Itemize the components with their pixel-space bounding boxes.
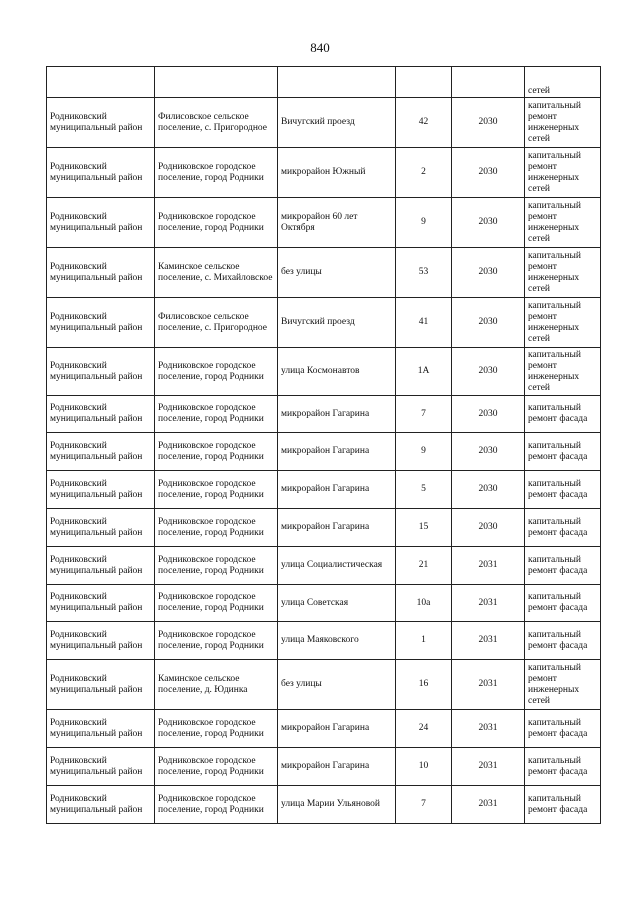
street-cell: микрорайон Гагарина: [278, 710, 396, 748]
settlement-cell: Родниковское городское поселение, город Родники: [155, 148, 278, 198]
house-cell: 10а: [396, 585, 452, 622]
house-cell: 21: [396, 547, 452, 585]
table-row: [47, 547, 601, 585]
table-row-carryover: [47, 67, 601, 98]
house-cell: 16: [396, 660, 452, 710]
year-cell: 2030: [452, 348, 525, 396]
work-type-cell: капитальный ремонт инженерных сетей: [525, 248, 601, 298]
street-cell: улица Социалистическая: [278, 547, 396, 585]
work-type-cell: капитальный ремонт инженерных сетей: [525, 348, 601, 396]
house-cell: 7: [396, 396, 452, 433]
year-cell: 2031: [452, 748, 525, 786]
table-row: [47, 433, 601, 471]
street-cell: улица Марии Ульяновой: [278, 786, 396, 824]
house-cell: 1А: [396, 348, 452, 396]
house-cell: [396, 67, 452, 98]
work-type-cell: капитальный ремонт фасада: [525, 509, 601, 547]
district-cell: Родниковский муниципальный район: [47, 622, 155, 660]
district-cell: Родниковский муниципальный район: [47, 748, 155, 786]
table-row: [47, 396, 601, 433]
street-cell: Вичугский проезд: [278, 298, 396, 348]
settlement-cell: Родниковское городское поселение, город Родники: [155, 748, 278, 786]
settlement-cell: Родниковское городское поселение, город Родники: [155, 585, 278, 622]
work-type-cell: капитальный ремонт инженерных сетей: [525, 298, 601, 348]
house-cell: 53: [396, 248, 452, 298]
work-type-cell: капитальный ремонт фасада: [525, 471, 601, 509]
work-type-cell: капитальный ремонт инженерных сетей: [525, 148, 601, 198]
table-row: [47, 660, 601, 710]
district-cell: Родниковский муниципальный район: [47, 348, 155, 396]
work-type-cell: капитальный ремонт инженерных сетей: [525, 98, 601, 148]
work-type-cell: капитальный ремонт фасада: [525, 547, 601, 585]
table-row: [47, 98, 601, 148]
house-cell: 1: [396, 622, 452, 660]
district-cell: Родниковский муниципальный район: [47, 396, 155, 433]
table-row: [47, 471, 601, 509]
year-cell: 2030: [452, 198, 525, 248]
table-row: [47, 509, 601, 547]
house-cell: 24: [396, 710, 452, 748]
district-cell: Родниковский муниципальный район: [47, 585, 155, 622]
table-row: [47, 622, 601, 660]
settlement-cell: Родниковское городское поселение, город Родники: [155, 471, 278, 509]
work-type-cell: капитальный ремонт инженерных сетей: [525, 660, 601, 710]
settlement-cell: [155, 67, 278, 98]
work-type-cell: капитальный ремонт фасада: [525, 433, 601, 471]
year-cell: 2030: [452, 433, 525, 471]
district-cell: Родниковский муниципальный район: [47, 710, 155, 748]
district-cell: Родниковский муниципальный район: [47, 248, 155, 298]
settlement-cell: Каминское сельское поселение, с. Михайловское: [155, 248, 278, 298]
house-cell: 42: [396, 98, 452, 148]
table-row: [47, 298, 601, 348]
district-cell: Родниковский муниципальный район: [47, 298, 155, 348]
table-row: [47, 348, 601, 396]
street-cell: [278, 67, 396, 98]
street-cell: улица Космонавтов: [278, 348, 396, 396]
year-cell: 2031: [452, 622, 525, 660]
house-cell: 10: [396, 748, 452, 786]
table-row: [47, 786, 601, 824]
work-type-cell: капитальный ремонт фасада: [525, 622, 601, 660]
street-cell: без улицы: [278, 660, 396, 710]
district-cell: Родниковский муниципальный район: [47, 198, 155, 248]
year-cell: 2030: [452, 248, 525, 298]
year-cell: 2030: [452, 148, 525, 198]
work-type-cell: капитальный ремонт фасада: [525, 748, 601, 786]
year-cell: [452, 67, 525, 98]
housing-repair-table: [46, 66, 601, 824]
settlement-cell: Родниковское городское поселение, город Родники: [155, 396, 278, 433]
district-cell: Родниковский муниципальный район: [47, 433, 155, 471]
year-cell: 2031: [452, 786, 525, 824]
street-cell: улица Советская: [278, 585, 396, 622]
house-cell: 41: [396, 298, 452, 348]
street-cell: улица Маяковского: [278, 622, 396, 660]
district-cell: Родниковский муниципальный район: [47, 786, 155, 824]
street-cell: микрорайон Гагарина: [278, 433, 396, 471]
street-cell: без улицы: [278, 248, 396, 298]
settlement-cell: Родниковское городское поселение, город Родники: [155, 786, 278, 824]
street-cell: микрорайон Гагарина: [278, 748, 396, 786]
work-type-cell: капитальный ремонт фасада: [525, 396, 601, 433]
district-cell: Родниковский муниципальный район: [47, 660, 155, 710]
settlement-cell: Родниковское городское поселение, город Родники: [155, 547, 278, 585]
year-cell: 2031: [452, 710, 525, 748]
table-row: [47, 748, 601, 786]
street-cell: микрорайон Южный: [278, 148, 396, 198]
year-cell: 2030: [452, 509, 525, 547]
district-cell: Родниковский муниципальный район: [47, 509, 155, 547]
work-type-cell: сетей: [525, 67, 601, 98]
settlement-cell: Филисовское сельское поселение, с. Пригородное: [155, 98, 278, 148]
district-cell: Родниковский муниципальный район: [47, 98, 155, 148]
table-row: [47, 710, 601, 748]
settlement-cell: Филисовское сельское поселение, с. Пригородное: [155, 298, 278, 348]
work-type-cell: капитальный ремонт фасада: [525, 710, 601, 748]
house-cell: 5: [396, 471, 452, 509]
street-cell: Вичугский проезд: [278, 98, 396, 148]
settlement-cell: Родниковское городское поселение, город Родники: [155, 622, 278, 660]
district-cell: [47, 67, 155, 98]
settlement-cell: Родниковское городское поселение, город Родники: [155, 509, 278, 547]
year-cell: 2030: [452, 471, 525, 509]
house-cell: 2: [396, 148, 452, 198]
work-type-cell: капитальный ремонт инженерных сетей: [525, 198, 601, 248]
settlement-cell: Родниковское городское поселение, город Родники: [155, 198, 278, 248]
table-row: [47, 198, 601, 248]
district-cell: Родниковский муниципальный район: [47, 547, 155, 585]
street-cell: микрорайон Гагарина: [278, 471, 396, 509]
settlement-cell: Каминское сельское поселение, д. Юдинка: [155, 660, 278, 710]
year-cell: 2031: [452, 660, 525, 710]
work-type-cell: капитальный ремонт фасада: [525, 786, 601, 824]
settlement-cell: Родниковское городское поселение, город Родники: [155, 348, 278, 396]
district-cell: Родниковский муниципальный район: [47, 148, 155, 198]
house-cell: 15: [396, 509, 452, 547]
year-cell: 2031: [452, 585, 525, 622]
street-cell: микрорайон Гагарина: [278, 396, 396, 433]
year-cell: 2030: [452, 98, 525, 148]
table-row: [47, 585, 601, 622]
settlement-cell: Родниковское городское поселение, город Родники: [155, 710, 278, 748]
year-cell: 2030: [452, 298, 525, 348]
street-cell: микрорайон 60 лет Октября: [278, 198, 396, 248]
table-row: [47, 148, 601, 198]
house-cell: 9: [396, 433, 452, 471]
house-cell: 9: [396, 198, 452, 248]
district-cell: Родниковский муниципальный район: [47, 471, 155, 509]
street-cell: микрорайон Гагарина: [278, 509, 396, 547]
work-type-cell: капитальный ремонт фасада: [525, 585, 601, 622]
settlement-cell: Родниковское городское поселение, город Родники: [155, 433, 278, 471]
page-number: 840: [310, 40, 330, 55]
year-cell: 2031: [452, 547, 525, 585]
table-row: [47, 248, 601, 298]
year-cell: 2030: [452, 396, 525, 433]
house-cell: 7: [396, 786, 452, 824]
